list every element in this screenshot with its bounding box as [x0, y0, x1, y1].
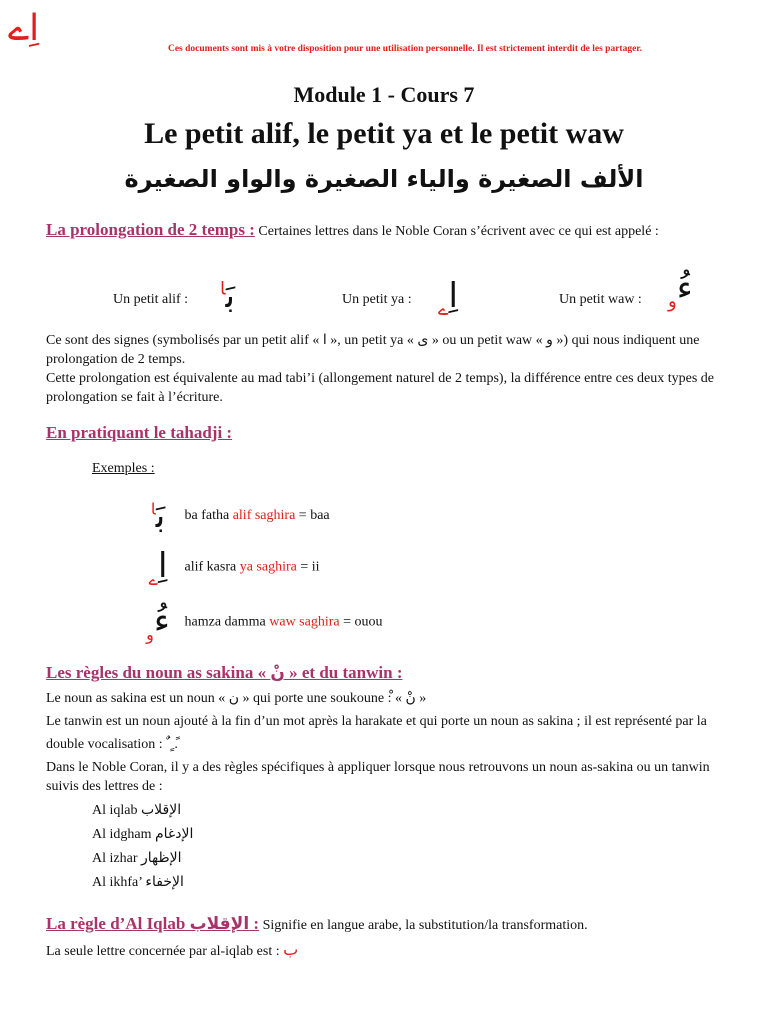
rules-intro: Dans le Noble Coran, il y a des règles spécifiques à appliquer lorsque nous retrouvons un noun as-sakina ou un tanwin suivis des lettres de :: [46, 760, 710, 794]
sample-label-waw: Un petit waw :: [559, 292, 642, 307]
rule-item-izhar: Al izhar الإظهار: [92, 850, 182, 866]
example-row-ya: [135, 546, 320, 589]
example-ya-glyph: $اِ_ے$: [148, 546, 168, 589]
example-waw-glyph: $ءُ_و$: [146, 601, 170, 644]
examples-label: Exemples :: [92, 461, 155, 476]
example-alif-text: ba fatha alif saghira = baa: [184, 508, 330, 523]
example-waw-text: hamza damma waw saghira = ouou: [184, 614, 383, 630]
small-ya-sample-icon: $اِ_ے$: [438, 276, 458, 320]
module-title: Module 1 - Cours 7: [293, 82, 475, 107]
section-heading-prolongation: La prolongation de 2 temps :: [46, 220, 255, 239]
example-row-waw: [135, 601, 383, 644]
tanwin-definition: Le tanwin est un noun ajouté à la fin d’un mot après la harakate et qui porte un noun as sakina ; il est représenté par la double vocalisation : ً ٍ ٌ.: [46, 714, 707, 752]
sample-label-alif: Un petit alif :: [113, 292, 189, 307]
section-prolongation: [46, 220, 726, 241]
logo-glyph: اِے: [8, 8, 40, 49]
sample-label-ya: Un petit ya :: [342, 292, 412, 307]
rule-item-idgham: Al idgham الإدغام: [92, 826, 194, 842]
section-iqlab: [46, 914, 736, 935]
rule-item-iqlab: Al iqlab الإقلاب: [92, 802, 182, 818]
example-ya-text: alif kasra ya saghira = ii: [184, 559, 320, 575]
small-alif-sample-icon: بَ$^ا$: [220, 276, 235, 316]
section-heading-iqlab: La règle d’Al Iqlab الإقلاب :: [46, 914, 260, 934]
arabic-title: الألف الصغيرة والياء الصغيرة والواو الصغيرة: [124, 165, 644, 193]
iqlab-definition: Signifie en langue arabe, la substitution/la transformation.: [262, 918, 588, 933]
page-title: Le petit alif, le petit ya et le petit waw: [144, 117, 624, 150]
section-heading-tahadji: En pratiquant le tahadji :: [46, 423, 233, 442]
prolongation-explanation: Ce sont des signes (symbolisés par un petit alif « ا », un petit ya « ى » ou un petit waw « و ») qui nous indiquent une prolongation de 2 temps.: [46, 332, 700, 367]
ba-letter-glyph: ب: [283, 940, 299, 959]
example-alif-glyph: بَ$^ا$: [150, 496, 166, 536]
mad-tabii-explanation: Cette prolongation est équivalente au mad tabi’i (allongement naturel de 2 temps), la différence entre ces deux types de prolongation se fait à l’écriture.: [46, 371, 714, 405]
section-heading-noun-sakina: Les règles du noun as sakina « نْ » et du tanwin :: [46, 663, 403, 683]
rule-item-ikhfa: Al ikhfa’ الإخفاء: [92, 874, 184, 890]
small-waw-sample-icon: $ءُ_و$: [668, 268, 693, 312]
example-row-alif: [135, 496, 330, 536]
prolongation-intro: Certaines lettres dans le Noble Coran s’écrivent avec ce qui est appelé :: [258, 224, 659, 239]
copyright-notice: Ces documents sont mis à votre disposition pour une utilisation personnelle. Il est strictement interdit de les partager.: [167, 44, 643, 54]
iqlab-letter-line: La seule lettre concernée par al-iqlab est : ب: [46, 940, 299, 959]
noun-sakina-definition: Le noun as sakina est un noun « ن » qui porte une soukoune : « نْ »: [46, 690, 427, 706]
